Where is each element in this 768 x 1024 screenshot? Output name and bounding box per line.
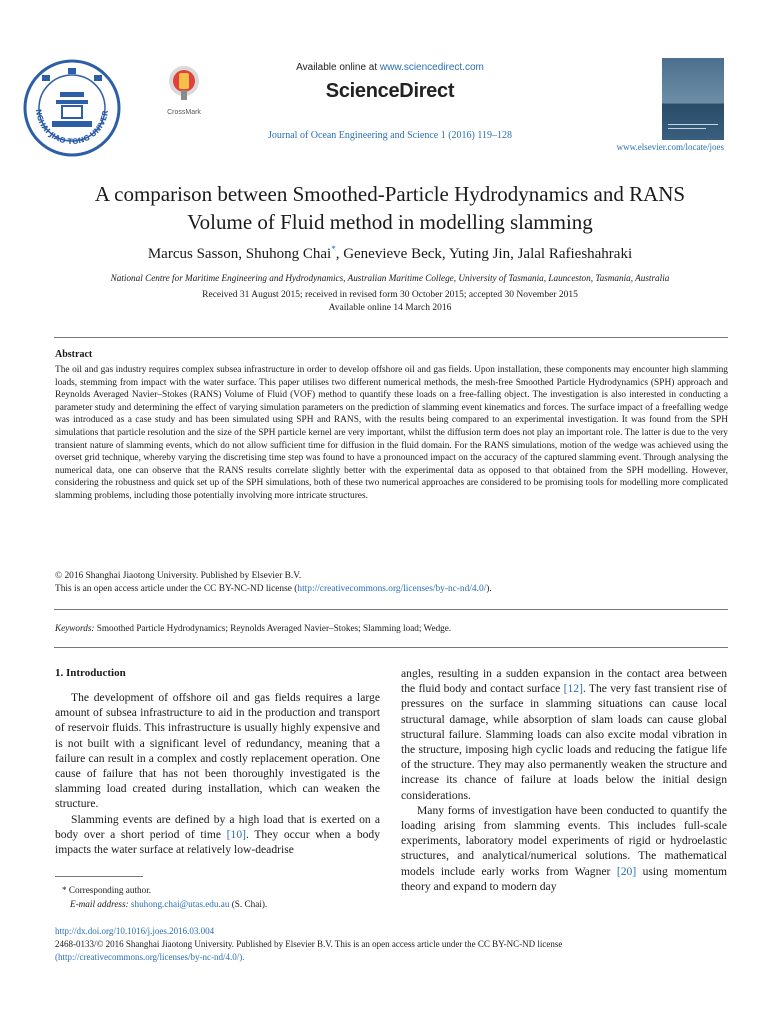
- c2-text-a: angles, resulting in a sudden expansion in the contact area between the fluid body and contact surface: [401, 667, 727, 696]
- available-online-line: [0, 62, 768, 73]
- journal-homepage-link[interactable]: www.elsevier.com/locate/joes: [616, 142, 724, 152]
- ref-10-link[interactable]: [10]: [226, 827, 246, 841]
- p2-text-a: Slamming events are defined by a high load that is exerted on a body over a short period of time: [55, 812, 380, 841]
- issn-line: 2468-0133/© 2016 Shanghai Jiaotong University. Published by Elsevier B.V. This is an open access article under the CC BY-NC-ND license: [55, 939, 563, 949]
- intro-paragraph-2: [55, 812, 380, 858]
- p3-text-a: Many forms of investigation have been conducted to quantify the loading arising from slamming events. This includes full-scale experiments, laboratory model experiments of rigid or hydroelastic structures, and analytical/numerical solutions. The mathematical models include early works from Wagner: [401, 803, 727, 878]
- c2-text-b: . The very fast transient rise of pressures on the surface in slamming situations can cause local structural damage, while absorption of slam loads can cause global structural failure. Slamming loads can also excite modal vibration in the structure, imposing high cyclic loads and reducing the fatigue life of the structure. They may also permanently weaken the structure and increase its chance of failure at loads below the initial design considerations.: [401, 682, 727, 802]
- doi-link[interactable]: http://dx.doi.org/10.1016/j.joes.2016.03.004: [55, 926, 215, 936]
- license-prefix: This is an open access article under the CC BY-NC-ND license (: [55, 584, 298, 594]
- column-left: [55, 690, 380, 857]
- ref-20-link[interactable]: [20]: [616, 864, 637, 878]
- seal-ring-text: NGHAI JIAO TONG UNIVER: [33, 108, 110, 147]
- available-online-date: Available online 14 March 2016: [328, 303, 452, 313]
- affiliation: National Centre for Maritime Engineering and Hydrodynamics, Australian Maritime College, University of Tasmania, Launceston, Tasmania, Australia: [110, 273, 670, 283]
- crossmark-label: CrossMark: [167, 109, 201, 116]
- authors-part-1: Marcus Sasson, Shuhong Chai: [147, 246, 332, 262]
- keywords-line: [55, 623, 451, 633]
- email-note: [70, 899, 267, 909]
- abstract-heading: Abstract: [55, 349, 93, 360]
- available-prefix: Available online at: [296, 62, 380, 73]
- keywords-text: Smoothed Particle Hydrodynamics; Reynolds Averaged Navier–Stokes; Slamming load; Wedge.: [94, 623, 452, 633]
- divider-top: [54, 337, 728, 338]
- copyright-line: © 2016 Shanghai Jiaotong University. Published by Elsevier B.V.: [55, 571, 302, 581]
- column-right: [401, 666, 727, 894]
- ref-12-link[interactable]: [12]: [563, 682, 583, 696]
- divider-middle: [54, 609, 728, 610]
- authors-part-2: , Genevieve Beck, Yuting Jin, Jalal Rafieshahraki: [335, 246, 633, 262]
- section-heading: 1. Introduction: [55, 667, 126, 679]
- author-list: [40, 244, 740, 263]
- footnote-divider: [55, 876, 143, 877]
- p2-text-b: . They occur when a body impacts the water surface at relatively low-deadrise: [55, 827, 381, 857]
- keywords-label: Keywords:: [55, 623, 95, 633]
- intro-paragraph-1: The development of offshore oil and gas fields requires a large amount of subsea infrastructure to aid in the production and transport of reservoir fluids. This infrastructure is usually highly expensive and is not built with a significant level of redundancy, meaning that a failure can result in a complex and costly replacement operation. One cause of failure that has not been thoroughly investigated is the slamming load created during installation, which can weaken the structure.: [55, 691, 380, 811]
- license-line: [55, 584, 492, 594]
- journal-cover-thumbnail: [662, 58, 724, 140]
- sciencedirect-link[interactable]: www.sciencedirect.com: [379, 62, 484, 73]
- cc-license-link[interactable]: (http://creativecommons.org/licenses/by-nc-nd/4.0/).: [55, 952, 245, 962]
- corresponding-author-marker[interactable]: *: [331, 244, 336, 254]
- title-line-1: A comparison between Smoothed-Particle Hydrodynamics and RANS: [94, 182, 686, 206]
- license-link[interactable]: http://creativecommons.org/licenses/by-nc-nd/4.0/: [297, 584, 487, 594]
- abstract-text: The oil and gas industry requires complex subsea infrastructure in order to develop offshore oil and gas fields. Upon installation, these components may encounter high slamming loads, stemming from impact with the water surface. This paper utilises two different numerical methods, the mesh-free Smoothed Particle Hydrodynamics (SPH) approach and Reynolds Averaged Navier–Stokes (RANS) Volume of Fluid (VOF) method to quantify these loads on a free-falling object. The investigation is also interested in conducting a parameter study and determining the effect of varying simulation parameters on the prediction of slamming event kinematics and forces. The surface impact of a freefalling wedge was introduced as a case study and has been simulated using SPH and RANS, with the results being compared to an experimental investigation. It was found from the SPH simulations that particle resolution and the size of the SPH particle kernel are very important, whilst the diffusion term does not play an important role. The latter is due to the very transient nature of slamming events, which do not allow sufficient time for diffusion in the fluid domain. For the RANS simulations, motion of the wedge was achieved using the overset grid technique, whereby varying the discretising time step was found to have a pronounced impact on the accuracy of the captured slamming event. Through analysing the numerical data, one can observe that the RANS results correlate slightly better with the experimental data as opposed to that obtained from the SPH modelling. However, considering the robustness and quick set up of the SPH simulations, both of these two numerical approaches are considered to be promising tools for modelling more complicated slamming problems, including those potentially involving more intricate structures.: [55, 365, 728, 501]
- journal-citation[interactable]: Journal of Ocean Engineering and Science 1 (2016) 119–128: [268, 130, 512, 141]
- publisher-name: ScienceDirect: [325, 80, 455, 102]
- university-seal-logo: [22, 58, 122, 158]
- corresponding-author-note: * Corresponding author.: [62, 885, 152, 895]
- email-suffix: (S. Chai).: [229, 899, 268, 909]
- article-title: [40, 180, 740, 236]
- license-suffix: ).: [486, 584, 492, 594]
- p3-text-b: using momentum theory and expand to modern day: [401, 864, 728, 893]
- email-label: E-mail address:: [70, 899, 131, 909]
- title-line-2: Volume of Fluid method in modelling slamming: [187, 210, 593, 234]
- intro-paragraph-2-continued: [401, 666, 727, 803]
- divider-bottom: [54, 647, 728, 648]
- intro-paragraph-3: [401, 803, 727, 894]
- received-dates: Received 31 August 2015; received in revised form 30 October 2015; accepted 30 November 2015: [202, 290, 578, 300]
- email-link[interactable]: shuhong.chai@utas.edu.au: [130, 899, 230, 909]
